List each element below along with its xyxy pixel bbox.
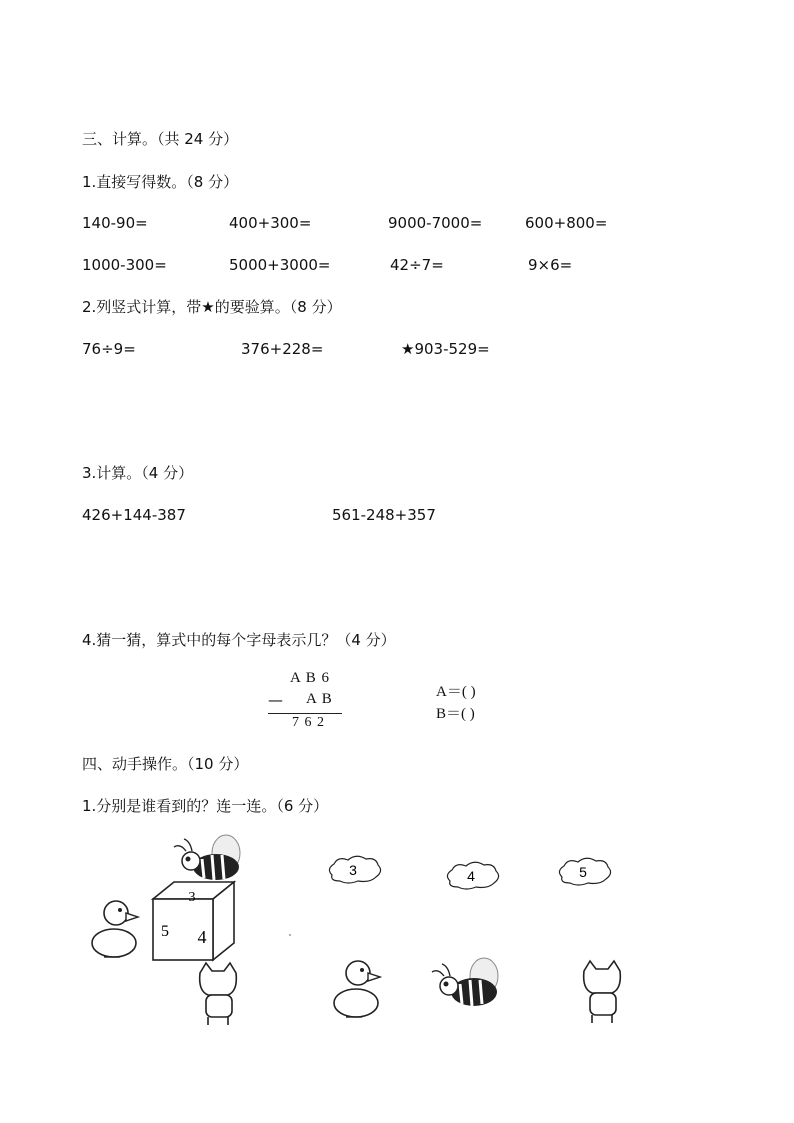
q2-item: 376+228= <box>241 340 324 358</box>
s4-q1-title: 1.分别是谁看到的？连一连。（6 分） <box>82 797 329 815</box>
section3-title: 三、计算。（共 24 分） <box>82 130 239 148</box>
q1-item: 600+800= <box>525 214 608 232</box>
duck-icon-bottom <box>334 961 380 1017</box>
q2-item: ★903-529= <box>401 340 490 358</box>
q4-rule <box>268 713 342 714</box>
q4-row2: A B <box>306 691 333 707</box>
q4-title: 4.猜一猜，算式中的每个字母表示几？（4 分） <box>82 631 396 649</box>
cat-icon <box>200 963 237 1025</box>
q4-result: 7 6 2 <box>292 715 325 730</box>
q1-item: 1000-300= <box>82 256 167 274</box>
q4-answer-b: B＝( ) <box>436 706 475 722</box>
duck-icon <box>92 901 138 957</box>
q4-row1: A B 6 <box>290 670 331 686</box>
q3-item: 561-248+357 <box>332 506 436 524</box>
q1-item: 140-90= <box>82 214 148 232</box>
cat-icon-bottom <box>584 961 621 1023</box>
q4-answer-a: A＝( ) <box>436 684 476 700</box>
bee-icon <box>174 835 240 880</box>
cloud-4-number: 4 <box>467 868 475 884</box>
cloud-5-number: 5 <box>579 864 587 880</box>
cube-left-number: 5 <box>161 923 169 940</box>
q1-item: 42÷7= <box>390 256 444 274</box>
q2-item: 76÷9= <box>82 340 136 358</box>
q3-title: 3.计算。（4 分） <box>82 464 194 482</box>
q2-title: 2.列竖式计算，带★的要验算。（8 分） <box>82 298 342 316</box>
cube-front-number: 4 <box>197 927 207 947</box>
q4-minus-sign: — <box>268 691 283 709</box>
q1-item: 5000+3000= <box>229 256 331 274</box>
q1-item: 9000-7000= <box>388 214 483 232</box>
q1-item: 9×6= <box>528 256 573 274</box>
bee-icon-bottom <box>432 958 498 1006</box>
matching-illustration <box>80 825 650 1035</box>
q1-item: 400+300= <box>229 214 312 232</box>
cloud-3-number: 3 <box>349 862 357 878</box>
section4-title: 四、动手操作。（10 分） <box>82 755 249 773</box>
q3-item: 426+144-387 <box>82 506 186 524</box>
q1-title: 1.直接写得数。（8 分） <box>82 173 239 191</box>
cube-top-number: 3 <box>188 890 196 905</box>
